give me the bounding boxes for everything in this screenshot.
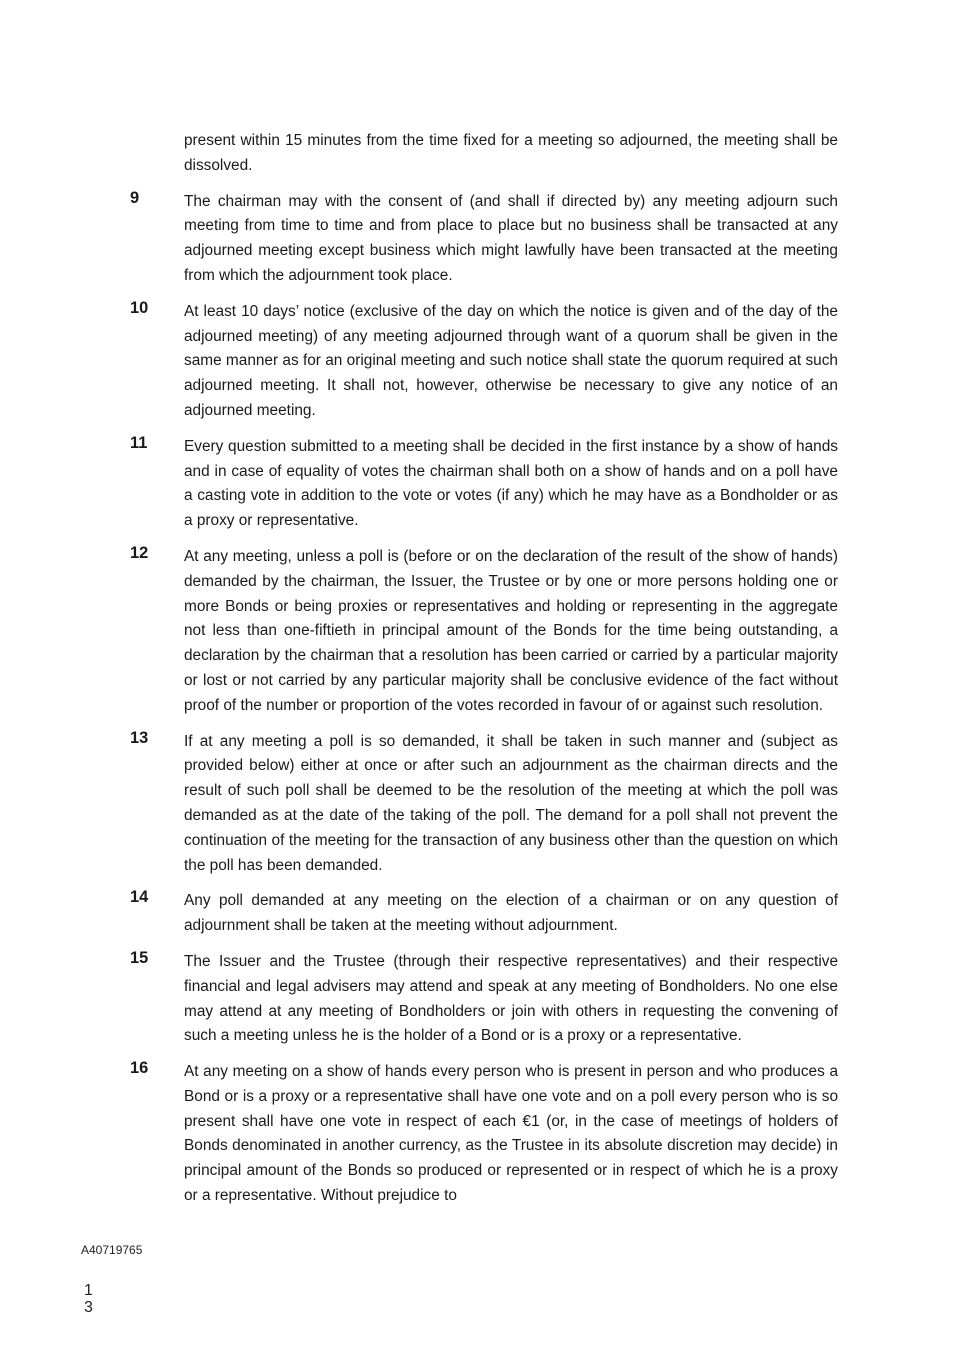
clause-10 — [130, 300, 838, 424]
clause-text: The chairman may with the consent of (and shall if directed by) any meeting adjourn such meeting from time to time and from place to place but no business shall be transacted at any adjourned meeting except business which might lawfully have been transacted at the meeting from which the adjournment took place. — [184, 192, 838, 284]
clause-text: At least 10 days’ notice (exclusive of the day on which the notice is given and of the day of the adjourned meeting) of any meeting adjourned through want of a quorum shall be given in the same manner as for an original meeting and such notice shall state the quorum required at such adjourned meeting. It shall not, however, otherwise be necessary to give any notice of an adjourned meeting. — [184, 302, 838, 419]
page-number: 1 — [84, 1282, 93, 1299]
clause-text: If at any meeting a poll is so demanded, it shall be taken in such manner and (subject as provided below) either at once or after such an adjournment as the chairman directs and the result of such poll shall be deemed to be the resolution of the meeting at which the poll was demanded as at the date of the taking of the poll. The demand for a poll shall not prevent the continuation of the meeting for the transaction of any business other than the question on which the poll has been demanded. — [184, 732, 838, 874]
clause-text: Every question submitted to a meeting shall be decided in the first instance by a show of hands and in case of equality of votes the chairman shall both on a show of hands and on a poll have a casting vote in addition to the vote or votes (if any) which he may have as a Bondholder or as a proxy or representative. — [184, 437, 838, 530]
clause-12 — [130, 545, 838, 719]
clause-14 — [130, 889, 838, 939]
clause-text: Any poll demanded at any meeting on the election of a chairman or on any question of adjournment shall be taken at the meeting without adjournment. — [184, 892, 838, 935]
clause-9 — [130, 190, 838, 289]
clause-15 — [130, 950, 838, 1049]
document-reference: A40719765 — [81, 1243, 143, 1257]
page-number-clipped: 3 — [84, 1299, 93, 1316]
document-body — [130, 129, 838, 1220]
clause-number: 11 — [130, 433, 148, 452]
clause-number: 9 — [130, 188, 140, 207]
clause-number: 10 — [130, 298, 149, 317]
clause-number: 15 — [130, 948, 149, 967]
clause-text: At any meeting on a show of hands every person who is present in person and who produces a Bond or is a proxy or a representative shall have one vote and on a poll every person who is so present shall have one vote in respect of each €1 (or, in the case of meetings of holders of Bonds denominated in another currency, as the Trustee in its absolute discretion may decide) in principal amount of the Bonds so produced or represented or in respect of which he is a proxy or a representative. Without prejudice to — [184, 1063, 838, 1205]
clause-16 — [130, 1060, 838, 1209]
clause-text: At any meeting, unless a poll is (before or on the declaration of the result of the show of hands) demanded by the chairman, the Issuer, the Trustee or by one or more persons holding one or more Bonds or being proxies or representatives and holding or representing in the aggregate not less than one-fiftieth in principal amount of the Bonds for the time being outstanding, a declaration by the chairman that a resolution has been carried or carried by a particular majority or lost or not carried by any particular majority shall be conclusive evidence of the fact without proof of the number or proportion of the votes recorded in favour of or against such resolution. — [184, 547, 838, 714]
clause-number: 13 — [130, 728, 149, 747]
clause-13 — [130, 730, 838, 879]
clause-11 — [130, 435, 838, 534]
clause-text: The Issuer and the Trustee (through their respective representatives) and their respective financial and legal advisers may attend and speak at any meeting of Bondholders. No one else may attend at any meeting of Bondholders or join with others in requesting the convening of such a meeting unless he is the holder of a Bond or is a proxy or a representative. — [184, 952, 838, 1045]
clause-number: 14 — [130, 888, 149, 907]
clause-number: 16 — [130, 1059, 149, 1078]
clause-number: 12 — [130, 543, 149, 562]
continuation-paragraph: present within 15 minutes from the time fixed for a meeting so adjourned, the meeting shall be dissolved. — [184, 132, 838, 174]
